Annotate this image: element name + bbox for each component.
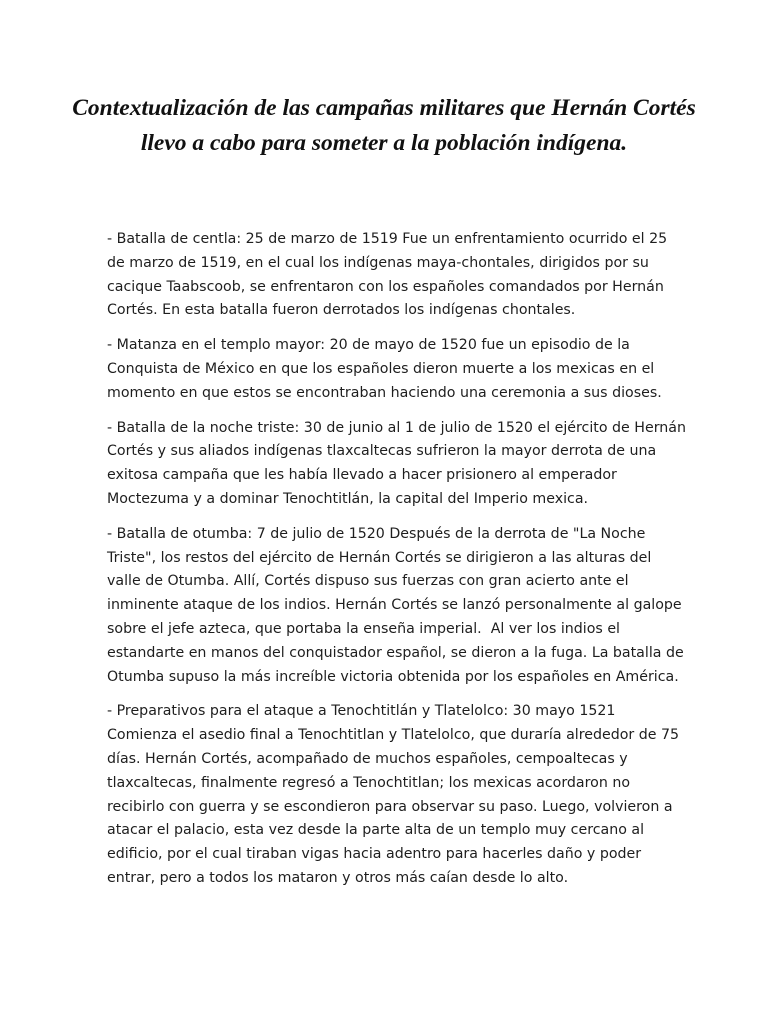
paragraph-matanza-templo-mayor: - Matanza en el templo mayor: 20 de mayo de 1520 fue un episodio de la Conquista de México en que los españoles dieron muerte a los mexicas en el momento en que estos se encontraban haciendo una ceremonia a sus dioses. <box>107 337 662 401</box>
paragraph-batalla-otumba: - Batalla de otumba: 7 de julio de 1520 Después de la derrota de "La Noche Triste", los restos del ejército de Hernán Cortés se dirigieron a las alturas del valle de Otumba. Allí, Cortés dispuso sus fuerzas con gran acierto ante el inminente ataque de los indios. Hernán Cortés se lanzó personalmente al galope sobre el jefe azteca, que portaba la enseña imperial. Al ver los indios el estandarte en manos del conquistador español, se dieron a la fuga. La batalla de Otumba supuso la más increíble victoria obtenida por los españoles en América. <box>107 525 689 685</box>
paragraph-ataque-tenochtitlan: - Preparativos para el ataque a Tenochtitlán y Tlatelolco: 30 mayo 1521 Comienza el asedio final a Tenochtitlan y Tlatelolco, que duraría alrededor de 75 días. Hernán Cortés, acompañado de muchos españoles, cempoaltecas y tlaxcaltecas, finalmente regresó a Tenochtitlan; los mexicas acordaron no recibirlo con guerra y se escondieron para observar su paso. Luego, volvieron a atacar el palacio, esta vez desde la parte alta de un templo muy cercano al edificio, por el cual tiraban vigas hacia adentro para hacerles daño y poder entrar, pero a todos los mataron y otros más caían desde lo alto. <box>107 703 684 886</box>
document-body <box>107 228 689 902</box>
document-title: Contextualización de las campañas militares que Hernán Cortés llevo a cabo para someter a la población indígena. <box>72 95 696 156</box>
paragraph-noche-triste: - Batalla de la noche triste: 30 de junio al 1 de julio de 1520 el ejército de Hernán Cortés y sus aliados indígenas tlaxcaltecas sufrieron la mayor derrota de una exitosa campaña que les había llevado a hacer prisionero al emperador Moctezuma y a dominar Tenochtitlán, la capital del Imperio mexica. <box>107 419 691 507</box>
paragraph-batalla-centla: - Batalla de centla: 25 de marzo de 1519 Fue un enfrentamiento ocurrido el 25 de marzo de 1519, en el cual los indígenas maya-chontales, dirigidos por su cacique Taabscoob, se enfrentaron con los españoles comandados por Hernán Cortés. En esta batalla fueron derrotados los indígenas chontales. <box>107 231 672 319</box>
